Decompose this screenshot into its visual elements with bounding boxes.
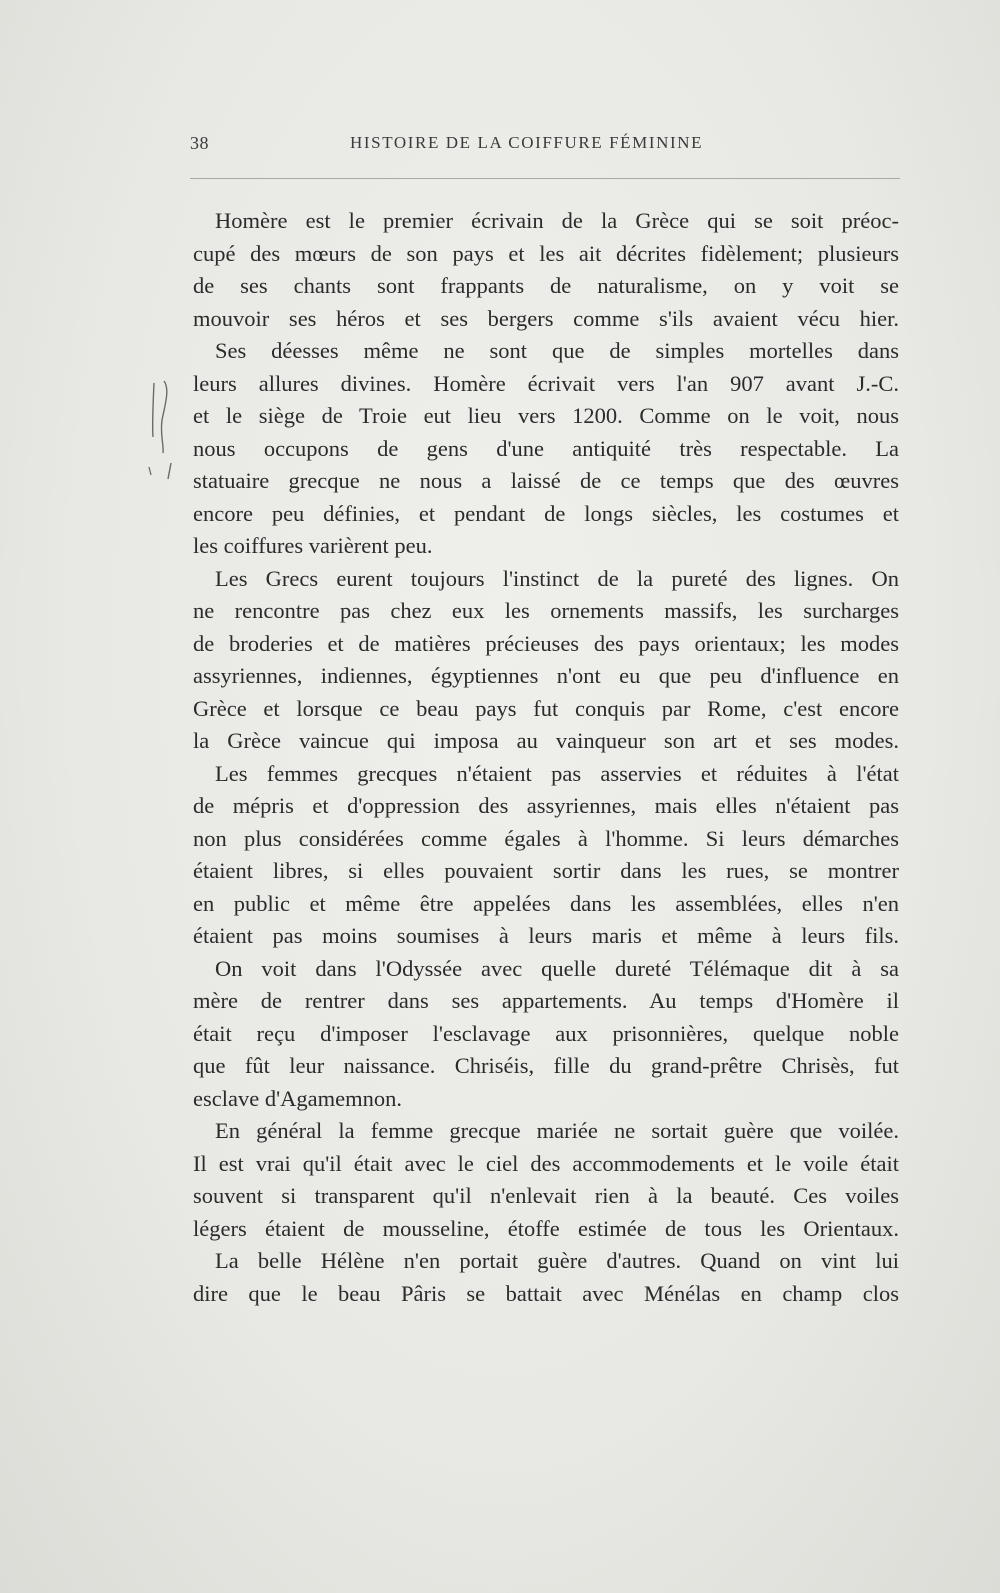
text-line: assyriennes, indiennes, égyptiennes n'ont eu que peu d'influence en — [193, 663, 899, 688]
text-line: était reçu d'imposer l'esclavage aux prisonnières, quelque noble — [193, 1020, 899, 1046]
header-rule — [190, 178, 900, 179]
text-line: de broderies et de matières précieuses des pays orientaux; les modes — [193, 630, 899, 656]
text-line: statuaire grecque ne nous a laissé de ce temps que des œuvres — [193, 468, 899, 493]
text-line: non plus considérées comme égales à l'homme. Si leurs démarches — [193, 825, 899, 851]
text-line: souvent si transparent qu'il n'enlevait rien à la beauté. Ces voiles — [193, 1183, 899, 1208]
text-line: étaient libres, si elles pouvaient sortir dans les rues, se montrer — [193, 858, 899, 883]
text-line: de ses chants sont frappants de naturalisme, on y voit se — [193, 273, 899, 298]
text-line: esclave d'Agamemnon. — [193, 1085, 402, 1111]
text-line: encore peu définies, et pendant de longs siècles, les costumes et — [193, 500, 899, 526]
text-line: légers étaient de mousseline, étoffe estimée de tous les Orientaux. — [193, 1215, 899, 1241]
body-text — [193, 205, 899, 1310]
text-line: leurs allures divines. Homère écrivait vers l'an 907 avant J.-C. — [193, 370, 899, 396]
text-line: Ses déesses même ne sont que de simples mortelles dans — [215, 338, 899, 363]
text-line: de mépris et d'oppression des assyriennes, mais elles n'étaient pas — [193, 793, 899, 818]
text-line: Les Grecs eurent toujours l'instinct de la pureté des lignes. On — [215, 565, 899, 591]
text-line: en public et même être appelées dans les assemblées, elles n'en — [193, 890, 899, 916]
text-line: cupé des mœurs de son pays et les ait décrites fidèlement; plusieurs — [193, 240, 899, 266]
text-line: Il est vrai qu'il était avec le ciel des accommodements et le voile était — [193, 1150, 899, 1176]
page-header — [190, 133, 900, 161]
text-line: étaient pas moins soumises à leurs maris et même à leurs fils. — [193, 923, 899, 948]
text-line: Les femmes grecques n'étaient pas asservies et réduites à l'état — [215, 760, 899, 786]
text-line: On voit dans l'Odyssée avec quelle dureté Télémaque dit à sa — [215, 955, 899, 981]
text-line: la Grèce vaincue qui imposa au vainqueur son art et ses modes. — [193, 728, 899, 753]
running-title: HISTOIRE DE LA COIFFURE FÉMININE — [350, 133, 704, 152]
text-line: mouvoir ses héros et ses bergers comme s'ils avaient vécu hier. — [193, 305, 899, 331]
text-line: et le siège de Troie eut lieu vers 1200. Comme on le voit, nous — [193, 403, 899, 428]
text-line: que fût leur naissance. Chriséis, fille du grand-prêtre Chrisès, fut — [193, 1053, 899, 1078]
text-line: nous occupons de gens d'une antiquité très respectable. La — [193, 435, 899, 461]
pencil-margin-mark — [140, 375, 180, 485]
text-line: ne rencontre pas chez eux les ornements massifs, les surcharges — [193, 598, 899, 623]
text-line: Grèce et lorsque ce beau pays fut conquis par Rome, c'est encore — [193, 695, 899, 721]
text-line: En général la femme grecque mariée ne sortait guère que voilée. — [215, 1118, 899, 1143]
text-line: dire que le beau Pâris se battait avec Ménélas en champ clos — [193, 1280, 899, 1306]
page-number: 38 — [190, 133, 209, 153]
text-line: La belle Hélène n'en portait guère d'autres. Quand on vint lui — [215, 1248, 899, 1273]
text-line: les coiffures varièrent peu. — [193, 533, 433, 558]
text-line: Homère est le premier écrivain de la Grèce qui se soit préoc- — [215, 208, 899, 233]
text-line: mère de rentrer dans ses appartements. Au temps d'Homère il — [193, 988, 899, 1013]
